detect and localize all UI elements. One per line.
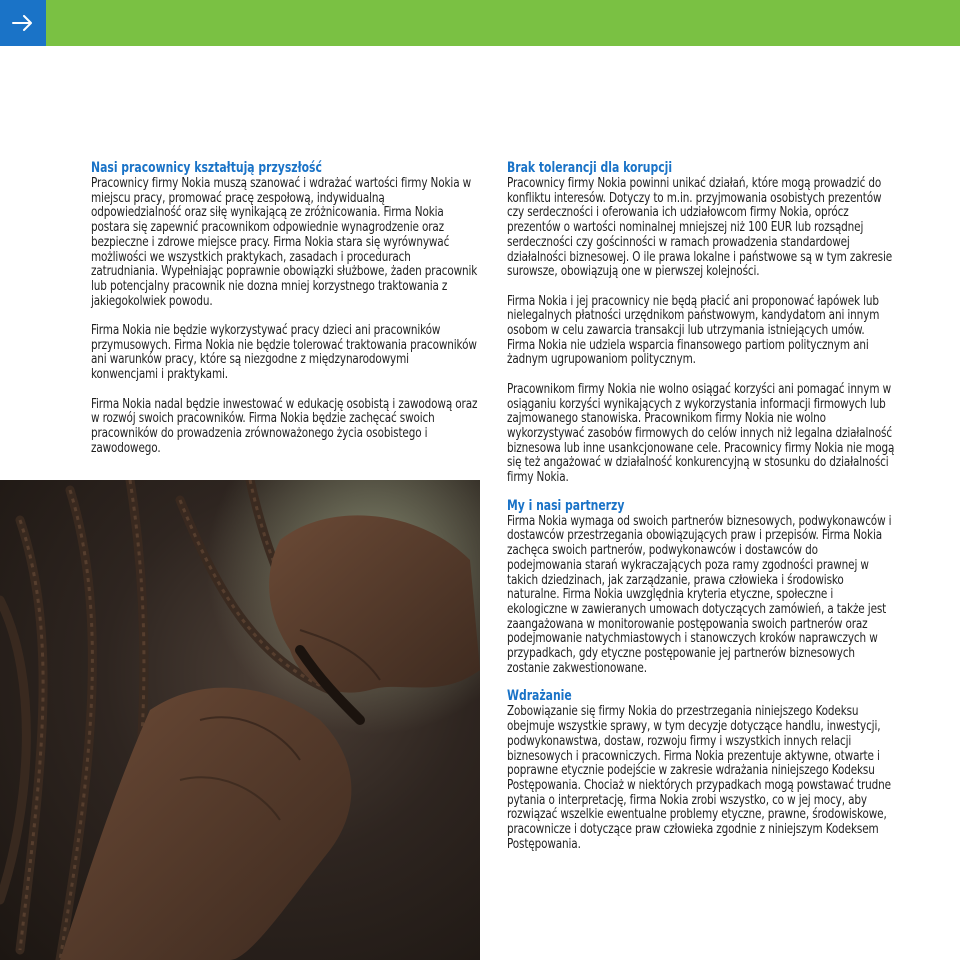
heading-employees: Nasi pracownicy kształtują przyszłość xyxy=(91,160,322,176)
paragraph-corruption-1: Pracownicy firmy Nokia powinni unikać działań, które mogą prowadzić do konfliktu interesów. Dotyczy to m.in. przyjmowania osobistych prezentów czy serdeczności i oferowania ich udziałowcom firmy Nokia, oprócz prezentów o wartości nominalnej mniejszej niż 100 EUR lub rozsądnej serdeczności czy gościnności w ramach prowadzenia standardowej działalności biznesowej. O ile prawa lokalne i państwowe są w tym zakresie surowsze, obowiązują one w pierwszej kolejności. xyxy=(507,175,893,280)
heading-corruption: Brak tolerancji dla korupcji xyxy=(507,160,673,176)
paragraph-employees-1: Pracownicy firmy Nokia muszą szanować i wdrażać wartości firmy Nokia w miejscu pracy, promować pracę zespołową, indywidualną odpowiedzialność oraz siłę wynikającą ze zróżnicowania. Firma Nokia postara się zapewnić pracownikom odpowiednie wynagrodzenie oraz bezpieczne i zdrowe miejsce pracy. Firma Nokia stara się wyrównywać możliwości we wszystkich praktykach, zasadach i procedurach zatrudniania. Wypełniając poprawnie obowiązki służbowe, żaden pracownik lub potencjalny pracownik nie dozna mniej korzystnego traktowania z jakiegokolwiek powodu. xyxy=(91,175,478,309)
right-column xyxy=(507,161,896,852)
photo-braiding-hair xyxy=(0,480,480,960)
next-page-button[interactable] xyxy=(0,0,46,46)
paragraph-corruption-3: Pracownikom firmy Nokia nie wolno osiągać korzyści ani pomagać innym w osiąganiu korzyści wynikających z wykorzystania informacji firmowych lub zajmowanego stanowiska. Pracownikom firmy Nokia nie wolno wykorzystywać zasobów firmowych do celów innych niż legalna działalność biznesowa lub inne usankcjonowane cele. Pracownicy firmy Nokia nie mogą się też angażować w działalność konkurencyjną w stosunku do działalności firmy Nokia. xyxy=(507,380,895,486)
paragraph-partners: Firma Nokia wymaga od swoich partnerów biznesowych, podwykonawców i dostawców przestrzegania obowiązujących praw i przepisów. Firma Nokia zachęca swoich partnerów, podwykonawców i dostawców do podejmowania starań wykraczających poza ramy zgodności prawnej w takich dziedzinach, jak zarządzanie, prawa człowieka i środowisko naturalne. Firma Nokia uwzględnia kryteria etyczne, społeczne i ekologiczne w zawieranych umowach dotyczących zamówień, a także jest zaangażowana w monitorowanie postępowania swoich partnerów oraz podejmowanie natychmiastowych i stanowczych kroków naprawczych w przypadkach, gdy etyczne postępowanie jej partnerów biznesowych zostanie zakwestionowane. xyxy=(507,512,892,676)
top-green-bar xyxy=(0,0,960,46)
braiding-illustration xyxy=(0,480,480,960)
paragraph-corruption-2: Firma Nokia i jej pracownicy nie będą płacić ani proponować łapówek lub nielegalnych płatności urzędnikom państwowym, kandydatom ani innym osobom w celu zawarcia transakcji lub utrzymania istniejących umów. Firma Nokia nie udziela wsparcia finansowego partiom politycznym ani żadnym ugrupowaniom politycznym. xyxy=(507,292,880,368)
paragraph-implementation: Zobowiązanie się firmy Nokia do przestrzegania niniejszego Kodeksu obejmuje wszystkie sprawy, w tym decyzje dotyczące handlu, inwestycji, podwykonawstwa, dostaw, rozwoju firmy i wszystkich innych relacji biznesowych i pracowniczych. Firma Nokia prezentuje aktywne, otwarte i poprawne etycznie podejście w zakresie wdrażania niniejszego Kodeksu Postępowania. Chociaż w niektórych przypadkach mogą powstawać trudne pytania o interpretację, firma Nokia zrobi wszystko, co w jej mocy, aby rozwiązać wszelkie ewentualne problemy etyczne, prawne, środowiskowe, pracownicze i dotyczące praw człowieka zgodnie z niniejszym Kodeksem Postępowania. xyxy=(507,703,891,852)
paragraph-employees-2: Firma Nokia nie będzie wykorzystywać pracy dzieci ani pracowników przymusowych. Firma Nokia nie będzie tolerować traktowania pracowników ani warunków pracy, które są niezgodne z międzynarodowymi konwencjami i praktykami. xyxy=(91,322,477,383)
heading-implementation: Wdrażanie xyxy=(507,688,572,705)
paragraph-employees-3: Firma Nokia nadal będzie inwestować w edukację osobistą i zawodową oraz w rozwój swoich pracowników. Firma Nokia będzie zachęcać swoich pracowników do prowadzenia zrównoważonego życia osobistego i zawodowego. xyxy=(91,395,478,456)
arrow-right-icon xyxy=(12,15,34,31)
heading-partners: My i nasi partnerzy xyxy=(507,497,625,514)
left-column xyxy=(91,161,478,455)
